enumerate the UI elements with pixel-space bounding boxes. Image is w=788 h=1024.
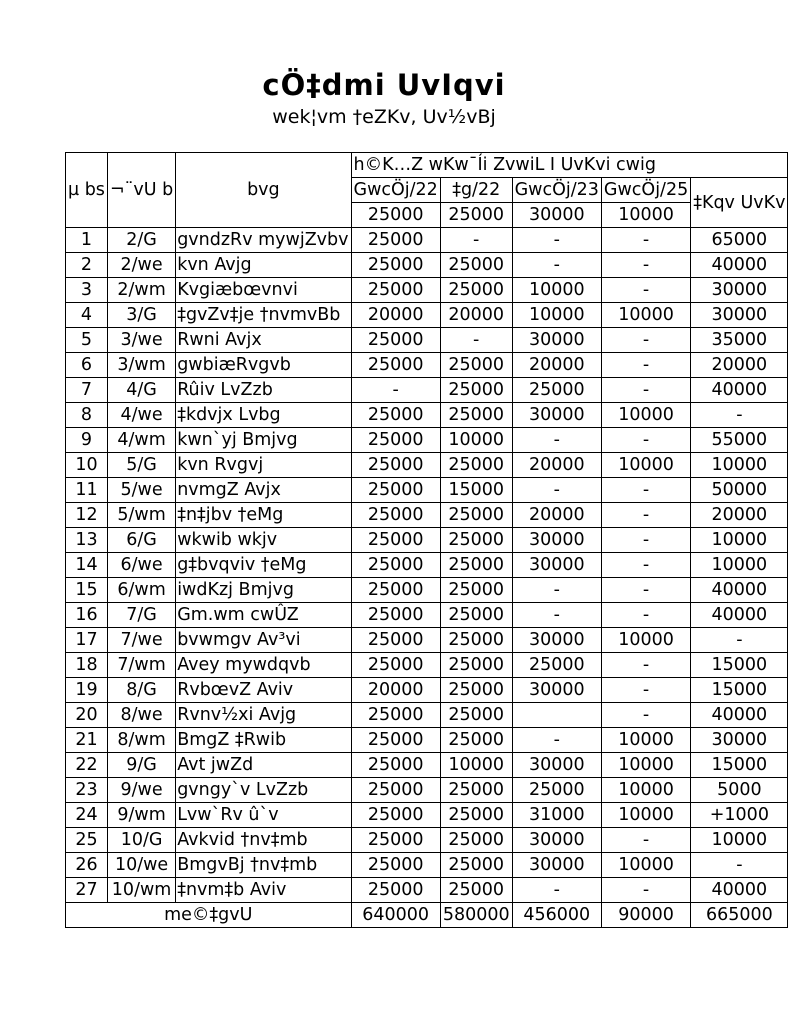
row-flat: 8/we (107, 703, 175, 728)
row-date-3-amount: 20000 (512, 453, 601, 478)
row-date-1-amount: 25000 (351, 528, 440, 553)
row-date-1-amount: 25000 (351, 728, 440, 753)
row-date-3-amount: 20000 (512, 503, 601, 528)
row-due-amount: 40000 (691, 703, 788, 728)
table-row (66, 528, 788, 553)
row-name: kvn Rvgvj (176, 453, 351, 478)
row-flat: 4/G (107, 378, 175, 403)
row-flat: 8/G (107, 678, 175, 703)
row-name: iwdKzj Bmjvg (176, 578, 351, 603)
row-flat: 5/wm (107, 503, 175, 528)
row-due-amount: 10000 (691, 528, 788, 553)
total-d4: 90000 (601, 903, 690, 928)
row-serial: 26 (66, 853, 108, 878)
row-due-amount: 35000 (691, 328, 788, 353)
row-date-4-amount: - (601, 428, 690, 453)
total-label: me©‡gvU (66, 903, 352, 928)
row-date-2-amount: 25000 (440, 653, 512, 678)
row-name: ‡n‡jbv †eMg (176, 503, 351, 528)
row-date-1-amount: 25000 (351, 578, 440, 603)
row-flat: 9/wm (107, 803, 175, 828)
row-serial: 14 (66, 553, 108, 578)
row-due-amount: 10000 (691, 553, 788, 578)
row-serial: 5 (66, 328, 108, 353)
row-date-3-amount: 30000 (512, 553, 601, 578)
row-serial: 6 (66, 353, 108, 378)
total-d1: 640000 (351, 903, 440, 928)
table-row (66, 553, 788, 578)
row-name: Lvw`Rv û`v (176, 803, 351, 828)
row-date-4-amount: - (601, 278, 690, 303)
row-date-3-amount: 25000 (512, 378, 601, 403)
row-due-amount: 30000 (691, 728, 788, 753)
header-date-1: GwcÖj/22 (351, 178, 440, 203)
table-row (66, 728, 788, 753)
row-date-2-amount: 25000 (440, 728, 512, 753)
row-name: gvngy`v LvZzb (176, 778, 351, 803)
row-date-1-amount: 25000 (351, 428, 440, 453)
row-flat: 9/G (107, 753, 175, 778)
row-date-3-amount: 30000 (512, 528, 601, 553)
header-name: bvg (176, 153, 351, 228)
table-row (66, 853, 788, 878)
row-date-4-amount: - (601, 478, 690, 503)
row-date-2-amount: - (440, 228, 512, 253)
table-row (66, 328, 788, 353)
row-date-4-amount: - (601, 528, 690, 553)
row-flat: 7/wm (107, 653, 175, 678)
row-date-2-amount: 25000 (440, 878, 512, 903)
row-due-amount: 20000 (691, 503, 788, 528)
row-date-1-amount: 20000 (351, 303, 440, 328)
row-date-4-amount: - (601, 578, 690, 603)
row-date-1-amount: 25000 (351, 803, 440, 828)
row-date-3-amount: - (512, 478, 601, 503)
row-date-1-amount: 25000 (351, 553, 440, 578)
installment-amount-1: 25000 (351, 203, 440, 228)
row-serial: 7 (66, 378, 108, 403)
table-row (66, 253, 788, 278)
row-due-amount: 15000 (691, 678, 788, 703)
row-date-3-amount: 30000 (512, 628, 601, 653)
row-date-1-amount: 25000 (351, 253, 440, 278)
row-name: Avt jwZd (176, 753, 351, 778)
row-due-amount: 20000 (691, 353, 788, 378)
row-serial: 13 (66, 528, 108, 553)
row-date-3-amount: - (512, 428, 601, 453)
header-due: ‡Kqv UvKv (691, 178, 788, 228)
row-serial: 1 (66, 228, 108, 253)
row-name: Kvgiæbœvnvi (176, 278, 351, 303)
row-date-2-amount: 25000 (440, 353, 512, 378)
row-due-amount: +1000 (691, 803, 788, 828)
row-date-4-amount: 10000 (601, 728, 690, 753)
row-due-amount: 30000 (691, 278, 788, 303)
row-date-2-amount: 25000 (440, 578, 512, 603)
row-name: Rûiv LvZzb (176, 378, 351, 403)
row-name: BmgvBj †nv‡mb (176, 853, 351, 878)
table-row (66, 428, 788, 453)
row-date-3-amount: 31000 (512, 803, 601, 828)
row-date-1-amount: 25000 (351, 853, 440, 878)
row-name: Gm.wm cwÛZ (176, 603, 351, 628)
row-due-amount: 50000 (691, 478, 788, 503)
row-date-1-amount: 25000 (351, 753, 440, 778)
row-name: ‡gvZv‡je †nvmvBb (176, 303, 351, 328)
row-serial: 11 (66, 478, 108, 503)
row-due-amount: 5000 (691, 778, 788, 803)
total-row (66, 903, 788, 928)
row-date-2-amount: 25000 (440, 703, 512, 728)
row-date-2-amount: 25000 (440, 253, 512, 278)
table-row (66, 378, 788, 403)
table-row (66, 778, 788, 803)
row-date-2-amount: 10000 (440, 428, 512, 453)
page-title: cÖ‡dmi UvIqvi (262, 68, 506, 102)
row-date-1-amount: 25000 (351, 353, 440, 378)
row-date-2-amount: 25000 (440, 778, 512, 803)
row-date-4-amount: - (601, 703, 690, 728)
row-due-amount: 30000 (691, 303, 788, 328)
row-date-2-amount: 25000 (440, 503, 512, 528)
table-row (66, 878, 788, 903)
installment-amount-3: 30000 (512, 203, 601, 228)
header-installment-group: h©K…Z wKw¯Íi ZvwiL I UvKvi cwig (351, 153, 788, 178)
row-flat: 3/G (107, 303, 175, 328)
row-date-4-amount: - (601, 878, 690, 903)
row-serial: 18 (66, 653, 108, 678)
row-date-1-amount: 25000 (351, 653, 440, 678)
row-date-4-amount: 10000 (601, 803, 690, 828)
installment-amount-4: 10000 (601, 203, 690, 228)
table-row (66, 278, 788, 303)
row-due-amount: 40000 (691, 603, 788, 628)
row-date-1-amount: 25000 (351, 778, 440, 803)
row-name: bvwmgv Av³vi (176, 628, 351, 653)
row-date-3-amount: - (512, 728, 601, 753)
row-flat: 6/wm (107, 578, 175, 603)
row-date-2-amount: 25000 (440, 403, 512, 428)
row-date-4-amount: 10000 (601, 753, 690, 778)
row-date-4-amount: - (601, 653, 690, 678)
row-flat: 3/we (107, 328, 175, 353)
row-date-2-amount: 25000 (440, 528, 512, 553)
row-date-1-amount: 25000 (351, 628, 440, 653)
row-date-4-amount: - (601, 328, 690, 353)
row-serial: 23 (66, 778, 108, 803)
row-date-3-amount: - (512, 603, 601, 628)
table-row (66, 303, 788, 328)
table-row (66, 453, 788, 478)
row-date-4-amount: - (601, 228, 690, 253)
row-date-3-amount: 10000 (512, 303, 601, 328)
table-row (66, 228, 788, 253)
row-date-1-amount: 25000 (351, 478, 440, 503)
table-row (66, 628, 788, 653)
header-date-4: GwcÖj/25 (601, 178, 690, 203)
table-row (66, 753, 788, 778)
row-date-3-amount: 30000 (512, 403, 601, 428)
row-name: Rvnv½xi Avjg (176, 703, 351, 728)
row-serial: 2 (66, 253, 108, 278)
row-date-3-amount: 25000 (512, 778, 601, 803)
row-due-amount: 40000 (691, 878, 788, 903)
table-row (66, 703, 788, 728)
row-name: wkwib wkjv (176, 528, 351, 553)
row-date-1-amount: 25000 (351, 228, 440, 253)
total-d2: 580000 (440, 903, 512, 928)
row-serial: 21 (66, 728, 108, 753)
row-name: Avkvid †nv‡mb (176, 828, 351, 853)
row-date-3-amount: 30000 (512, 853, 601, 878)
row-date-3-amount: 30000 (512, 828, 601, 853)
row-date-4-amount: - (601, 503, 690, 528)
row-date-4-amount: - (601, 678, 690, 703)
row-flat: 5/G (107, 453, 175, 478)
row-flat: 8/wm (107, 728, 175, 753)
row-date-4-amount: - (601, 378, 690, 403)
row-date-4-amount: - (601, 553, 690, 578)
row-date-2-amount: 10000 (440, 753, 512, 778)
row-flat: 6/we (107, 553, 175, 578)
row-date-2-amount: 25000 (440, 678, 512, 703)
row-date-2-amount: 20000 (440, 303, 512, 328)
row-date-1-amount: 25000 (351, 278, 440, 303)
row-due-amount: - (691, 403, 788, 428)
row-date-4-amount: 10000 (601, 853, 690, 878)
row-date-3-amount: - (512, 578, 601, 603)
row-name: gvndzRv mywjZvbv (176, 228, 351, 253)
row-flat: 9/we (107, 778, 175, 803)
row-date-3-amount: - (512, 253, 601, 278)
row-date-1-amount: 25000 (351, 453, 440, 478)
row-date-2-amount: 25000 (440, 628, 512, 653)
row-name: kvn Avjg (176, 253, 351, 278)
row-date-4-amount: 10000 (601, 628, 690, 653)
row-serial: 22 (66, 753, 108, 778)
row-due-amount: 55000 (691, 428, 788, 453)
row-date-4-amount: - (601, 828, 690, 853)
row-name: kwn`yj Bmjvg (176, 428, 351, 453)
header-date-2: ‡g/22 (440, 178, 512, 203)
row-date-2-amount: 25000 (440, 278, 512, 303)
row-due-amount: 10000 (691, 453, 788, 478)
row-due-amount: - (691, 628, 788, 653)
table-row (66, 653, 788, 678)
row-name: g‡bvqviv †eMg (176, 553, 351, 578)
header-row-group (66, 153, 788, 178)
header-flat: ¬¨vU b (107, 153, 175, 228)
row-due-amount: 65000 (691, 228, 788, 253)
row-serial: 3 (66, 278, 108, 303)
row-date-3-amount: 20000 (512, 353, 601, 378)
row-due-amount: 40000 (691, 378, 788, 403)
row-date-4-amount: 10000 (601, 403, 690, 428)
row-serial: 9 (66, 428, 108, 453)
row-date-2-amount: 25000 (440, 828, 512, 853)
total-due: 665000 (691, 903, 788, 928)
row-flat: 5/we (107, 478, 175, 503)
row-date-1-amount: - (351, 378, 440, 403)
row-date-3-amount: 30000 (512, 753, 601, 778)
row-flat: 2/we (107, 253, 175, 278)
row-date-3-amount: - (512, 228, 601, 253)
row-date-4-amount: 10000 (601, 778, 690, 803)
header-serial: µ bs (66, 153, 108, 228)
row-date-2-amount: 25000 (440, 803, 512, 828)
row-serial: 27 (66, 878, 108, 903)
row-date-3-amount (512, 703, 601, 728)
row-date-4-amount: - (601, 603, 690, 628)
row-serial: 16 (66, 603, 108, 628)
table-row (66, 578, 788, 603)
row-date-2-amount: 25000 (440, 603, 512, 628)
row-serial: 15 (66, 578, 108, 603)
row-date-3-amount: 10000 (512, 278, 601, 303)
row-flat: 10/wm (107, 878, 175, 903)
row-name: nvmgZ Avjx (176, 478, 351, 503)
row-date-1-amount: 25000 (351, 603, 440, 628)
row-due-amount: 40000 (691, 253, 788, 278)
row-date-3-amount: 30000 (512, 678, 601, 703)
row-flat: 3/wm (107, 353, 175, 378)
row-name: BmgZ ‡Rwib (176, 728, 351, 753)
table-row (66, 803, 788, 828)
row-serial: 17 (66, 628, 108, 653)
row-date-4-amount: - (601, 353, 690, 378)
row-flat: 10/G (107, 828, 175, 853)
row-name: Rwni Avjx (176, 328, 351, 353)
table-row (66, 403, 788, 428)
row-date-4-amount: 10000 (601, 453, 690, 478)
row-date-1-amount: 25000 (351, 328, 440, 353)
row-flat: 7/we (107, 628, 175, 653)
row-flat: 2/wm (107, 278, 175, 303)
row-serial: 19 (66, 678, 108, 703)
installment-amount-2: 25000 (440, 203, 512, 228)
row-name: gwbiæRvgvb (176, 353, 351, 378)
table-row (66, 678, 788, 703)
row-date-1-amount: 25000 (351, 703, 440, 728)
row-flat: 10/we (107, 853, 175, 878)
page-subtitle: wek¦vm †eZKv, Uv½vBj (272, 106, 496, 128)
row-date-2-amount: 25000 (440, 378, 512, 403)
row-serial: 25 (66, 828, 108, 853)
row-due-amount: 15000 (691, 653, 788, 678)
row-name: ‡nvm‡b Aviv (176, 878, 351, 903)
table-row (66, 478, 788, 503)
total-d3: 456000 (512, 903, 601, 928)
row-name: RvbœvZ Aviv (176, 678, 351, 703)
table-body (66, 228, 788, 903)
row-serial: 24 (66, 803, 108, 828)
row-date-3-amount: 25000 (512, 653, 601, 678)
row-date-2-amount: - (440, 328, 512, 353)
row-date-2-amount: 15000 (440, 478, 512, 503)
row-date-2-amount: 25000 (440, 853, 512, 878)
row-date-1-amount: 25000 (351, 503, 440, 528)
row-serial: 4 (66, 303, 108, 328)
row-due-amount: 10000 (691, 828, 788, 853)
table-row (66, 353, 788, 378)
row-flat: 6/G (107, 528, 175, 553)
row-serial: 10 (66, 453, 108, 478)
row-flat: 4/we (107, 403, 175, 428)
row-flat: 2/G (107, 228, 175, 253)
row-date-1-amount: 25000 (351, 828, 440, 853)
row-date-1-amount: 20000 (351, 678, 440, 703)
table-row (66, 603, 788, 628)
row-flat: 4/wm (107, 428, 175, 453)
row-due-amount: - (691, 853, 788, 878)
row-date-1-amount: 25000 (351, 403, 440, 428)
row-date-1-amount: 25000 (351, 878, 440, 903)
row-date-2-amount: 25000 (440, 453, 512, 478)
row-name: Avey mywdqvb (176, 653, 351, 678)
table-row (66, 828, 788, 853)
row-serial: 8 (66, 403, 108, 428)
row-serial: 12 (66, 503, 108, 528)
row-due-amount: 40000 (691, 578, 788, 603)
row-date-4-amount: - (601, 253, 690, 278)
row-date-2-amount: 25000 (440, 553, 512, 578)
row-flat: 7/G (107, 603, 175, 628)
row-date-3-amount: - (512, 878, 601, 903)
table-row (66, 503, 788, 528)
row-name: ‡kdvjx Lvbg (176, 403, 351, 428)
header-date-3: GwcÖj/23 (512, 178, 601, 203)
row-due-amount: 15000 (691, 753, 788, 778)
row-date-4-amount: 10000 (601, 303, 690, 328)
row-serial: 20 (66, 703, 108, 728)
row-date-3-amount: 30000 (512, 328, 601, 353)
installment-table (65, 152, 788, 928)
